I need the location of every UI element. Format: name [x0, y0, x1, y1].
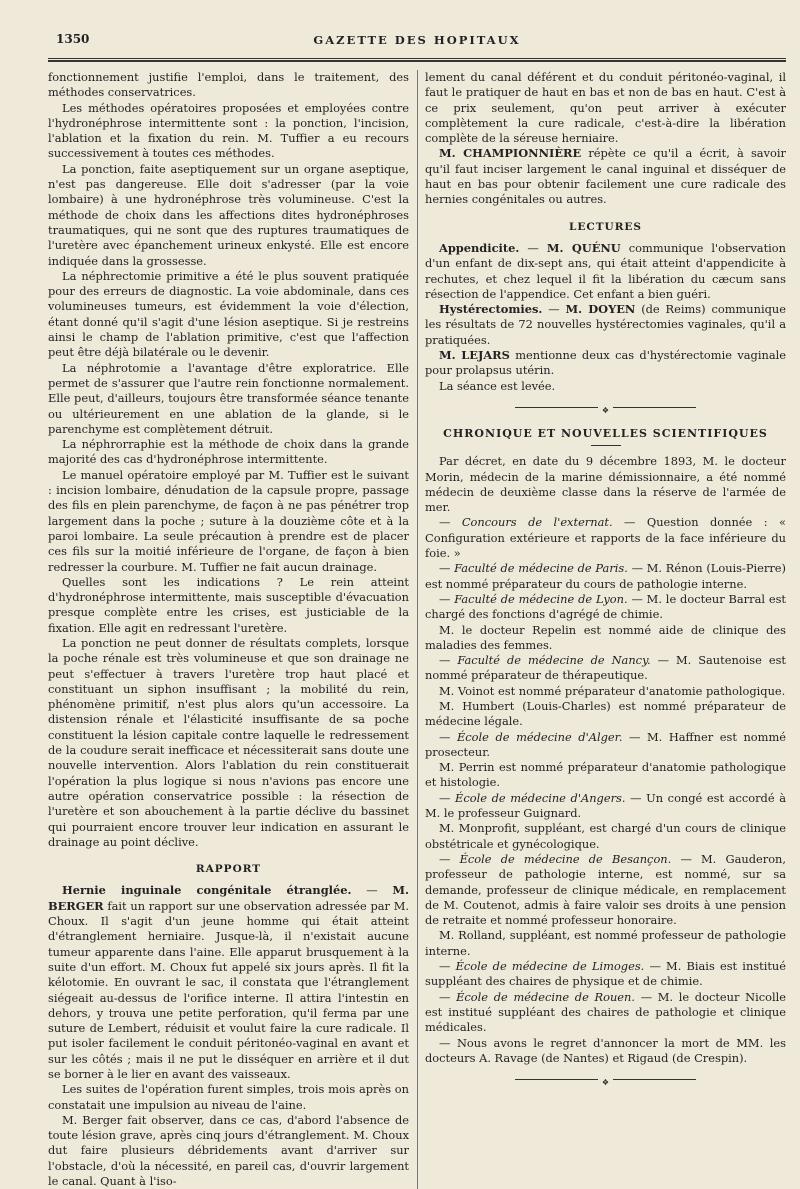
news-item [425, 592, 786, 623]
section-heading-rapport: RAPPORT [195, 863, 262, 876]
lecture-title: Hystérectomies. [439, 302, 543, 317]
news-heading: École de médecine d'Angers. [455, 790, 626, 805]
news-body: — M. Haffner est nommé prosecteur. [425, 729, 786, 759]
paragraph: M. Monprofit, suppléant, est chargé d'un cours de clinique obstétricale et gynécologique. [425, 821, 786, 851]
dash: — [439, 959, 456, 974]
paragraph [425, 146, 786, 207]
paragraph: La néphrorraphie est la méthode de choix dans la grande majorité des cas d'hydronéphrose intermittente. [48, 437, 409, 467]
news-item [425, 515, 786, 561]
left-column [48, 70, 409, 1189]
paragraph: La néphrotomie a l'avantage d'être exploratrice. Elle permet de s'assurer que l'autre rein fonctionne normalement. Elle peut, d'ailleurs, toujours être transformée séance tenante ou ultérieurement en une ablation de la glande, si le parenchyme est complètement détruit. [48, 360, 409, 436]
paragraph-body: répète ce qu'il a écrit, à savoir qu'il faut inciser largement le canal inguinal et disséquer de haut en bas pour obtenir facilement une cure radicale des hernies congénitales ou autres. [425, 146, 786, 207]
news-item [425, 791, 786, 822]
paragraph: M. Perrin est nommé préparateur d'anatomie pathologique et histologie. [425, 760, 786, 790]
news-heading: École de médecine de Rouen. [456, 989, 635, 1004]
article-columns [48, 70, 786, 1189]
author-name: M. CHAMPIONNIÈRE [439, 146, 582, 161]
dash: — [542, 302, 566, 317]
news-heading: École de médecine de Besançon. [459, 851, 672, 866]
rapport-title: Hernie inguinale congénitale étranglée. [62, 883, 352, 898]
paragraph: Les suites de l'opération furent simples, trois mois après on constatait une impulsion au niveau de l'aine. [48, 1082, 409, 1112]
lecture-title: Appendicite. [439, 240, 520, 255]
news-item [425, 959, 786, 990]
rapport-paragraph [48, 883, 409, 1082]
section-heading-chronique: CHRONIQUE ET NOUVELLES SCIENTIFIQUES [443, 426, 768, 440]
right-column [425, 70, 786, 1189]
news-body: — M. le docteur Nicolle est institué suppléant des chaires de pathologie et clinique médicales. [425, 989, 787, 1035]
paragraph: M. Rolland, suppléant, est nommé professeur de pathologie interne. [425, 928, 786, 958]
author-name: M. LEJARS [439, 348, 510, 363]
dash: — [439, 561, 455, 576]
page-header [48, 30, 786, 54]
paragraph: Par décret, en date du 9 décembre 1893, M. le docteur Morin, médecin de la marine démissionnaire, a été nommé médecin de deuxième classe dans la réserve de l'armée de mer. [425, 454, 786, 515]
paragraph: Quelles sont les indications ? Le rein atteint d'hydronéphrose intermittente, mais susceptible d'évacuation presque complète entre les crises, est justiciable de la fixation. Elle agit en redressant l'uretère. [48, 574, 409, 635]
paragraph: fonctionnement justifie l'emploi, dans le traitement, des méthodes conservatrices. [48, 70, 409, 100]
news-body: — M. Sautenoise est nommé préparateur de thérapeutique. [425, 653, 786, 683]
author-name: M. QUÉNU [546, 240, 621, 255]
paragraph: lement du canal déférent et du conduit péritonéo-vaginal, il faut le pratiquer de haut en bas et non de bas en haut. C'est à ce prix seulement, qu'on peut arriver à exécuter complètement la cure radicale, c'est-à-dire la libération complète de la séreuse herniaire. [425, 70, 786, 146]
news-item [425, 730, 786, 761]
dash: — [439, 790, 456, 805]
rapport-body: fait un rapport sur une observation adressée par M. Choux. Il s'agit d'un jeune homme qui était atteint d'étranglement herniaire. Jusque-là, il n'existait aucune tumeur apparente dans l'aine. Elle apparut brusquement à la suite d'un effort. M. Choux fut appelé six jours après. Il fit la kélotomie. En ouvrant le sac, il constata que l'étranglement siégeait au-dessus de l'orifice interne. Il attira l'intestin en dehors, y trouva une petite perforation, qu'il ferma par une suture de Lembert, réduisit et voulut faire la cure radicale. Il put isoler facilement le conduit péritonéo-vaginal en avant et sur les côtés ; mais il ne put le disséquer en arrière et il dut se borner à le lier en avant des vaisseaux. [48, 898, 409, 1081]
dash: — [439, 989, 457, 1004]
header-rule [48, 58, 786, 62]
author-name: M. BERGER [48, 883, 409, 913]
dash: — [439, 653, 458, 668]
news-item [425, 852, 786, 928]
news-body: — M. Gauderon, professeur de pathologie interne, est nommé, sur sa demande, professeur de clinique médicale, en remplacement de M. Coutenot, admis à faire valoir ses droits à une pension de retraite et nommé professeur honoraire. [425, 851, 787, 928]
news-item [425, 990, 786, 1036]
news-heading: École de médecine d'Alger. [456, 729, 623, 744]
news-body: — M. Biais est institué suppléant des chaires de physique et de chimie. [425, 959, 787, 989]
news-heading: Faculté de médecine de Lyon. [454, 591, 628, 606]
news-heading: Faculté de médecine de Nancy. [457, 653, 651, 668]
news-body: — Question donnée : « Configuration extérieure et rapports de la face inférieure du foie. » [425, 515, 786, 561]
dash: — [351, 883, 393, 898]
ornament-divider [425, 1074, 786, 1088]
paragraph [425, 241, 786, 302]
dash: — [439, 591, 455, 606]
ornament-glyph: ❖ [598, 1078, 613, 1087]
news-body: — M. le docteur Barral est chargé des fonctions d'agrégé de chimie. [425, 591, 787, 622]
news-item [425, 561, 786, 592]
news-item [425, 653, 786, 684]
news-body: — Un congé est accordé à M. le professeur Guignard. [425, 790, 787, 821]
author-name: M. DOYEN [565, 302, 636, 317]
paragraph: — Nous avons le regret d'annoncer la mort de MM. les docteurs A. Ravage (de Nantes) et Rigaud (de Crespin). [425, 1035, 786, 1065]
dash: — [519, 240, 547, 255]
dash: — [439, 515, 462, 530]
news-body: — M. Rénon (Louis-Pierre) est nommé préparateur du cours de pathologie interne. [425, 561, 786, 591]
page-number: 1350 [56, 32, 90, 46]
paragraph-body: mentionne deux cas d'hystérectomie vaginale pour prolapsus utérin. [425, 348, 786, 378]
column-divider [417, 70, 418, 1189]
paragraph: Le manuel opératoire employé par M. Tuffier est le suivant : incision lombaire, dénudation de la capsule propre, passage des fils en plein parenchyme, de façon à ne pas pénétrer trop largement dans la poche ; suture à la douzième côte et à la paroi lombaire. La seule précaution à prendre est de placer ces fils sur la moitié inférieure de l'organe, de façon à bien redresser la courbure. M. Tuffier ne fait aucun drainage. [48, 467, 409, 574]
paragraph: La ponction, faite aseptiquement sur un organe aseptique, n'est pas dangereuse. Elle doit s'adresser (par la voie lombaire) à une hydronéphrose très volumineuse. C'est la méthode de choix dans les affections dites hydronéphroses traumatiques, qui ne sont que des ruptures traumatiques de l'uretère avec épanchement urineux enkysté. Elle est encore indiquée dans la grossesse. [48, 161, 409, 268]
paragraph: M. Berger fait observer, dans ce cas, d'abord l'absence de toute lésion grave, après cinq jours d'étranglement. M. Choux dut faire plusieurs débridements avant d'arriver sur l'obstacle, d'où la nécessité, en pareil cas, d'ouvrir largement le canal. Quant à l'iso- [48, 1112, 409, 1189]
paragraph: M. Humbert (Louis-Charles) est nommé préparateur de médecine légale. [425, 698, 786, 729]
paragraph: La séance est levée. [439, 378, 556, 393]
short-rule [591, 445, 621, 446]
ornament-divider [425, 402, 786, 415]
news-heading: Faculté de médecine de Paris. [454, 561, 628, 576]
journal-title: GAZETTE DES HOPITAUX [313, 33, 521, 47]
paragraph: La ponction ne peut donner de résultats complets, lorsque la poche rénale est très volumineuse et que son drainage ne peut s'effectuer à travers l'uretère trop haut placé et constituant un siphon insuffisant ; la mobilité du rein, phénomène primitif, n'est plus alors qu'un accessoire. La distension rénale et l'élasticité insuffisante de sa poche constituent la lésion capitale contre laquelle le redressement de la coudure serait inefficace et nécessiterait sans doute une nouvelle intervention. Alors l'ablation du rein constituerait l'opération la plus logique si nous n'avions pas encore une autre opération conservatrice possible : la résection de l'uretère et son abouchement à la partie déclive du bassinet qui pourraient encore trouver leur indication en assurant le drainage au point déclive. [48, 635, 409, 849]
paragraph: Les méthodes opératoires proposées et employées contre l'hydronéphrose intermittente sont : la ponction, l'incision, l'ablation et la fixation du rein. M. Tuffier a eu recours successivement à toutes ces méthodes. [48, 100, 409, 161]
dash: — [439, 851, 460, 866]
paragraph: La néphrectomie primitive a été le plus souvent pratiquée pour des erreurs de diagnostic. La voie abdominale, dans ces volumineuses tumeurs, est évidemment la voie d'élection, étant donné qu'il s'agit d'une lésion aseptique. Si je restreins ainsi le champ de l'ablation primitive, c'est que l'affection peut être déjà bilatérale ou le devenir. [48, 268, 409, 360]
news-heading: École de médecine de Limoges. [455, 959, 645, 974]
ornament-glyph: ❖ [598, 406, 613, 415]
paragraph [425, 302, 786, 348]
paragraph: M. le docteur Repelin est nommé aide de clinique des maladies des femmes. [425, 622, 786, 652]
paragraph: M. Voinot est nommé préparateur d'anatomie pathologique. [439, 683, 786, 698]
news-heading: Concours de l'externat. [461, 515, 613, 530]
paragraph-body: (de Reims) communique les résultats de 72 nouvelles hystérectomies vaginales, qu'il a pratiquées. [425, 302, 786, 347]
section-heading-lectures: LECTURES [568, 220, 643, 233]
paragraph-body: communique l'observation d'un enfant de dix-sept ans, qui était atteint d'appendicite à rechutes, et chez lequel il fit la libération du cæcum sans résection de l'appendice. Cet enfant a bien guéri. [425, 240, 786, 301]
paragraph [425, 348, 786, 379]
dash: — [439, 729, 457, 744]
